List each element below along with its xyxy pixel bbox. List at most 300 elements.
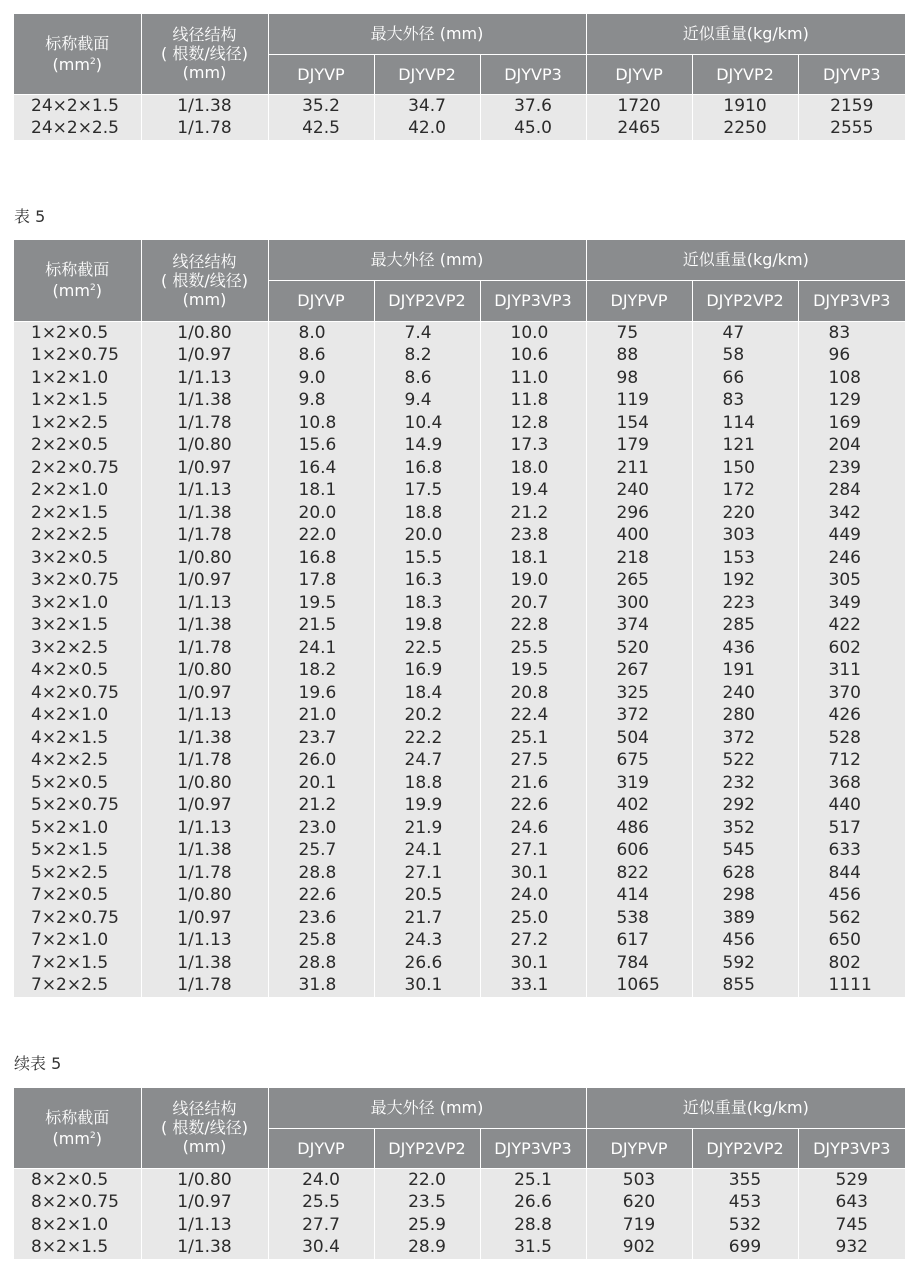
cell-value: 20.1 bbox=[268, 772, 374, 795]
cell-value: 355 bbox=[692, 1168, 798, 1191]
cell-value: 24.6 bbox=[480, 817, 586, 840]
table-row bbox=[14, 1236, 905, 1259]
cell-value: 153 bbox=[692, 547, 798, 570]
cell-value: 220 bbox=[692, 502, 798, 525]
cell-value: 25.9 bbox=[374, 1214, 480, 1237]
cell-value: 21.9 bbox=[374, 817, 480, 840]
spec-table-1 bbox=[14, 14, 905, 140]
cell-section: 2×2×0.75 bbox=[14, 457, 141, 480]
cell-structure: 1/1.13 bbox=[141, 817, 268, 840]
header-nominal-section: 标称截面 $(mm^2)$ bbox=[14, 1088, 141, 1168]
cell-value: 25.5 bbox=[480, 637, 586, 660]
cell-value: 21.6 bbox=[480, 772, 586, 795]
cell-structure: 1/1.13 bbox=[141, 367, 268, 390]
cell-value: 20.5 bbox=[374, 884, 480, 907]
header-max-diameter: 最大外径 (mm) bbox=[268, 1088, 586, 1128]
table-row bbox=[14, 682, 905, 705]
column-header: DJYVP bbox=[268, 54, 374, 94]
cell-value: 628 bbox=[692, 862, 798, 885]
cell-value: 18.1 bbox=[268, 479, 374, 502]
cell-structure: 1/1.78 bbox=[141, 749, 268, 772]
cell-value: 240 bbox=[586, 479, 692, 502]
cell-value: 280 bbox=[692, 704, 798, 727]
cell-value: 2159 bbox=[798, 94, 905, 117]
cell-value: 18.8 bbox=[374, 502, 480, 525]
table-row bbox=[14, 1214, 905, 1237]
table-body bbox=[14, 1168, 905, 1259]
cell-structure: 1/1.78 bbox=[141, 412, 268, 435]
table-row bbox=[14, 524, 905, 547]
cell-value: 23.0 bbox=[268, 817, 374, 840]
table-row bbox=[14, 884, 905, 907]
cell-value: 602 bbox=[798, 637, 905, 660]
cell-section: 7×2×2.5 bbox=[14, 974, 141, 997]
cell-value: 311 bbox=[798, 659, 905, 682]
table-row bbox=[14, 457, 905, 480]
table-row bbox=[14, 637, 905, 660]
cell-value: 9.4 bbox=[374, 389, 480, 412]
cell-value: 21.0 bbox=[268, 704, 374, 727]
cell-section: 7×2×0.75 bbox=[14, 907, 141, 930]
cell-section: 7×2×0.5 bbox=[14, 884, 141, 907]
cell-structure: 1/1.13 bbox=[141, 1214, 268, 1237]
cell-structure: 1/1.13 bbox=[141, 929, 268, 952]
cell-value: 18.8 bbox=[374, 772, 480, 795]
cell-value: 712 bbox=[798, 749, 905, 772]
table-row bbox=[14, 862, 905, 885]
cell-section: 1×2×2.5 bbox=[14, 412, 141, 435]
cell-value: 19.4 bbox=[480, 479, 586, 502]
cell-value: 2250 bbox=[692, 117, 798, 140]
table-row bbox=[14, 1191, 905, 1214]
cell-value: 21.5 bbox=[268, 614, 374, 637]
column-header: DJYP2VP2 bbox=[374, 280, 480, 321]
cell-value: 28.8 bbox=[268, 862, 374, 885]
cell-section: 5×2×0.5 bbox=[14, 772, 141, 795]
cell-value: 246 bbox=[798, 547, 905, 570]
cell-section: 1×2×0.75 bbox=[14, 344, 141, 367]
cell-value: 305 bbox=[798, 569, 905, 592]
cell-structure: 1/0.80 bbox=[141, 772, 268, 795]
cell-value: 22.0 bbox=[268, 524, 374, 547]
cell-section: 5×2×1.0 bbox=[14, 817, 141, 840]
cell-value: 45.0 bbox=[480, 117, 586, 140]
cell-section: 2×2×1.0 bbox=[14, 479, 141, 502]
cell-value: 232 bbox=[692, 772, 798, 795]
cell-value: 453 bbox=[692, 1191, 798, 1214]
cell-structure: 1/0.97 bbox=[141, 682, 268, 705]
cell-value: 545 bbox=[692, 839, 798, 862]
cell-value: 9.0 bbox=[268, 367, 374, 390]
cell-value: 26.6 bbox=[374, 952, 480, 975]
cell-value: 426 bbox=[798, 704, 905, 727]
cell-section: 3×2×0.75 bbox=[14, 569, 141, 592]
cell-value: 449 bbox=[798, 524, 905, 547]
cell-value: 532 bbox=[692, 1214, 798, 1237]
cell-value: 239 bbox=[798, 457, 905, 480]
cell-value: 562 bbox=[798, 907, 905, 930]
table-body bbox=[14, 94, 905, 140]
cell-value: 10.0 bbox=[480, 321, 586, 344]
cell-value: 114 bbox=[692, 412, 798, 435]
cell-value: 17.3 bbox=[480, 434, 586, 457]
cell-value: 24.3 bbox=[374, 929, 480, 952]
cell-structure: 1/1.13 bbox=[141, 479, 268, 502]
header-wire-structure: 线径结构 ( 根数/线径) (mm) bbox=[141, 14, 268, 94]
cell-section: 1×2×1.5 bbox=[14, 389, 141, 412]
cell-value: 25.0 bbox=[480, 907, 586, 930]
cell-section: 8×2×1.5 bbox=[14, 1236, 141, 1259]
cell-value: 14.9 bbox=[374, 434, 480, 457]
cell-value: 19.9 bbox=[374, 794, 480, 817]
column-header: DJYP3VP3 bbox=[798, 280, 905, 321]
cell-value: 650 bbox=[798, 929, 905, 952]
cell-value: 121 bbox=[692, 434, 798, 457]
cell-value: 26.0 bbox=[268, 749, 374, 772]
column-header: DJYPVP bbox=[586, 280, 692, 321]
cell-value: 21.2 bbox=[480, 502, 586, 525]
cell-value: 370 bbox=[798, 682, 905, 705]
cell-value: 504 bbox=[586, 727, 692, 750]
cell-value: 22.2 bbox=[374, 727, 480, 750]
cell-value: 292 bbox=[692, 794, 798, 817]
cell-value: 223 bbox=[692, 592, 798, 615]
cell-value: 1720 bbox=[586, 94, 692, 117]
cell-value: 18.2 bbox=[268, 659, 374, 682]
cell-section: 7×2×1.0 bbox=[14, 929, 141, 952]
cell-value: 400 bbox=[586, 524, 692, 547]
cell-value: 20.2 bbox=[374, 704, 480, 727]
cell-value: 23.6 bbox=[268, 907, 374, 930]
table-row bbox=[14, 839, 905, 862]
table-row bbox=[14, 929, 905, 952]
cell-value: 372 bbox=[586, 704, 692, 727]
cell-structure: 1/0.80 bbox=[141, 659, 268, 682]
cell-section: 3×2×1.5 bbox=[14, 614, 141, 637]
column-header: DJYP3VP3 bbox=[480, 280, 586, 321]
table-row bbox=[14, 389, 905, 412]
cell-value: 675 bbox=[586, 749, 692, 772]
cell-value: 2465 bbox=[586, 117, 692, 140]
table-row bbox=[14, 817, 905, 840]
cell-value: 240 bbox=[692, 682, 798, 705]
header-approx-weight: 近似重量(kg/km) bbox=[586, 240, 905, 280]
cell-value: 374 bbox=[586, 614, 692, 637]
cell-structure: 1/0.80 bbox=[141, 884, 268, 907]
cell-section: 2×2×1.5 bbox=[14, 502, 141, 525]
column-header: DJYVP2 bbox=[374, 54, 480, 94]
table-row bbox=[14, 569, 905, 592]
table-row bbox=[14, 412, 905, 435]
cell-value: 25.8 bbox=[268, 929, 374, 952]
cell-value: 21.2 bbox=[268, 794, 374, 817]
cell-value: 784 bbox=[586, 952, 692, 975]
cell-value: 456 bbox=[692, 929, 798, 952]
cell-value: 28.9 bbox=[374, 1236, 480, 1259]
cell-value: 456 bbox=[798, 884, 905, 907]
cell-value: 436 bbox=[692, 637, 798, 660]
cell-value: 58 bbox=[692, 344, 798, 367]
spec-table-3 bbox=[14, 1088, 905, 1259]
header-max-diameter: 最大外径 (mm) bbox=[268, 240, 586, 280]
cell-structure: 1/1.38 bbox=[141, 502, 268, 525]
cell-value: 1065 bbox=[586, 974, 692, 997]
column-header: DJYVP bbox=[586, 54, 692, 94]
cell-value: 154 bbox=[586, 412, 692, 435]
cell-value: 150 bbox=[692, 457, 798, 480]
cell-section: 4×2×1.5 bbox=[14, 727, 141, 750]
cell-value: 402 bbox=[586, 794, 692, 817]
column-header: DJYVP bbox=[268, 280, 374, 321]
cell-value: 119 bbox=[586, 389, 692, 412]
table-row bbox=[14, 502, 905, 525]
cell-value: 20.7 bbox=[480, 592, 586, 615]
cell-structure: 1/0.80 bbox=[141, 547, 268, 570]
cell-value: 422 bbox=[798, 614, 905, 637]
cell-value: 25.1 bbox=[480, 727, 586, 750]
cell-value: 30.1 bbox=[480, 862, 586, 885]
cell-section: 5×2×2.5 bbox=[14, 862, 141, 885]
cell-value: 27.2 bbox=[480, 929, 586, 952]
cell-section: 3×2×2.5 bbox=[14, 637, 141, 660]
cell-structure: 1/0.97 bbox=[141, 457, 268, 480]
cell-section: 3×2×1.0 bbox=[14, 592, 141, 615]
cell-value: 822 bbox=[586, 862, 692, 885]
cell-value: 169 bbox=[798, 412, 905, 435]
cell-value: 372 bbox=[692, 727, 798, 750]
cell-value: 26.6 bbox=[480, 1191, 586, 1214]
cell-value: 42.0 bbox=[374, 117, 480, 140]
cell-value: 349 bbox=[798, 592, 905, 615]
cell-value: 267 bbox=[586, 659, 692, 682]
cell-value: 30.1 bbox=[374, 974, 480, 997]
cell-value: 18.4 bbox=[374, 682, 480, 705]
cell-value: 8.6 bbox=[374, 367, 480, 390]
cell-value: 12.8 bbox=[480, 412, 586, 435]
cell-section: 2×2×0.5 bbox=[14, 434, 141, 457]
cell-value: 18.1 bbox=[480, 547, 586, 570]
cell-value: 218 bbox=[586, 547, 692, 570]
cell-value: 10.6 bbox=[480, 344, 586, 367]
cell-value: 522 bbox=[692, 749, 798, 772]
cell-value: 389 bbox=[692, 907, 798, 930]
cell-section: 4×2×1.0 bbox=[14, 704, 141, 727]
cell-value: 855 bbox=[692, 974, 798, 997]
table-row bbox=[14, 479, 905, 502]
cell-value: 18.3 bbox=[374, 592, 480, 615]
cell-value: 606 bbox=[586, 839, 692, 862]
cell-value: 325 bbox=[586, 682, 692, 705]
cell-value: 414 bbox=[586, 884, 692, 907]
cell-value: 844 bbox=[798, 862, 905, 885]
cell-value: 8.6 bbox=[268, 344, 374, 367]
cell-structure: 1/0.97 bbox=[141, 907, 268, 930]
header-max-diameter: 最大外径 (mm) bbox=[268, 14, 586, 54]
cell-section: 4×2×2.5 bbox=[14, 749, 141, 772]
cell-value: 192 bbox=[692, 569, 798, 592]
cell-value: 285 bbox=[692, 614, 798, 637]
cell-structure: 1/0.97 bbox=[141, 569, 268, 592]
cell-value: 368 bbox=[798, 772, 905, 795]
cell-structure: 1/1.13 bbox=[141, 592, 268, 615]
spec-table-2 bbox=[14, 240, 905, 997]
cell-value: 42.5 bbox=[268, 117, 374, 140]
cell-value: 25.1 bbox=[480, 1168, 586, 1191]
cell-value: 19.5 bbox=[480, 659, 586, 682]
table-body bbox=[14, 321, 905, 997]
cell-value: 16.9 bbox=[374, 659, 480, 682]
column-header: DJYP3VP3 bbox=[798, 1128, 905, 1168]
cell-section: 4×2×0.5 bbox=[14, 659, 141, 682]
cell-value: 802 bbox=[798, 952, 905, 975]
cell-value: 34.7 bbox=[374, 94, 480, 117]
cell-value: 17.5 bbox=[374, 479, 480, 502]
cell-value: 98 bbox=[586, 367, 692, 390]
cell-value: 932 bbox=[798, 1236, 905, 1259]
cell-structure: 1/0.97 bbox=[141, 794, 268, 817]
cell-value: 296 bbox=[586, 502, 692, 525]
cell-value: 15.5 bbox=[374, 547, 480, 570]
cell-value: 517 bbox=[798, 817, 905, 840]
cell-value: 75 bbox=[586, 321, 692, 344]
cell-section: 5×2×0.75 bbox=[14, 794, 141, 817]
cell-value: 319 bbox=[586, 772, 692, 795]
cell-section: 1×2×1.0 bbox=[14, 367, 141, 390]
header-wire-structure: 线径结构 ( 根数/线径) (mm) bbox=[141, 1088, 268, 1168]
cell-value: 108 bbox=[798, 367, 905, 390]
cell-value: 18.0 bbox=[480, 457, 586, 480]
header-wire-structure: 线径结构 ( 根数/线径) (mm) bbox=[141, 240, 268, 321]
cell-value: 28.8 bbox=[268, 952, 374, 975]
cell-value: 23.5 bbox=[374, 1191, 480, 1214]
cell-value: 27.7 bbox=[268, 1214, 374, 1237]
table-row bbox=[14, 974, 905, 997]
table-row bbox=[14, 117, 905, 140]
cell-value: 1910 bbox=[692, 94, 798, 117]
cell-value: 27.1 bbox=[374, 862, 480, 885]
table-row bbox=[14, 1168, 905, 1191]
cell-value: 22.0 bbox=[374, 1168, 480, 1191]
cell-value: 83 bbox=[692, 389, 798, 412]
cell-structure: 1/1.13 bbox=[141, 704, 268, 727]
cell-value: 342 bbox=[798, 502, 905, 525]
header-nominal-section: 标称截面 $(mm^2)$ bbox=[14, 240, 141, 321]
table-row bbox=[14, 727, 905, 750]
cell-value: 24.0 bbox=[268, 1168, 374, 1191]
cell-value: 303 bbox=[692, 524, 798, 547]
table-row bbox=[14, 94, 905, 117]
table-row bbox=[14, 614, 905, 637]
cell-value: 1111 bbox=[798, 974, 905, 997]
column-header: DJYP2VP2 bbox=[692, 1128, 798, 1168]
table-row bbox=[14, 547, 905, 570]
column-header: DJYP2VP2 bbox=[692, 280, 798, 321]
cell-value: 37.6 bbox=[480, 94, 586, 117]
cell-structure: 1/1.38 bbox=[141, 839, 268, 862]
cell-value: 25.7 bbox=[268, 839, 374, 862]
table-row bbox=[14, 367, 905, 390]
cell-structure: 1/0.97 bbox=[141, 344, 268, 367]
cell-value: 20.0 bbox=[268, 502, 374, 525]
cell-structure: 1/0.80 bbox=[141, 434, 268, 457]
cell-value: 22.6 bbox=[268, 884, 374, 907]
cell-value: 20.8 bbox=[480, 682, 586, 705]
cell-value: 2555 bbox=[798, 117, 905, 140]
table-row bbox=[14, 344, 905, 367]
cell-value: 352 bbox=[692, 817, 798, 840]
cell-value: 11.0 bbox=[480, 367, 586, 390]
cell-structure: 1/0.80 bbox=[141, 1168, 268, 1191]
cell-value: 16.8 bbox=[374, 457, 480, 480]
cell-value: 19.5 bbox=[268, 592, 374, 615]
cell-value: 22.4 bbox=[480, 704, 586, 727]
cell-section: 8×2×1.0 bbox=[14, 1214, 141, 1237]
cell-structure: 1/1.78 bbox=[141, 637, 268, 660]
cell-value: 191 bbox=[692, 659, 798, 682]
cell-value: 21.7 bbox=[374, 907, 480, 930]
cell-value: 96 bbox=[798, 344, 905, 367]
cell-value: 33.1 bbox=[480, 974, 586, 997]
cell-value: 17.8 bbox=[268, 569, 374, 592]
cell-value: 745 bbox=[798, 1214, 905, 1237]
cell-value: 24.1 bbox=[268, 637, 374, 660]
cell-structure: 1/1.38 bbox=[141, 952, 268, 975]
cell-value: 643 bbox=[798, 1191, 905, 1214]
cell-structure: 1/1.38 bbox=[141, 614, 268, 637]
cell-value: 30.1 bbox=[480, 952, 586, 975]
cell-value: 538 bbox=[586, 907, 692, 930]
cell-section: 8×2×0.5 bbox=[14, 1168, 141, 1191]
cell-value: 10.8 bbox=[268, 412, 374, 435]
cell-section: 5×2×1.5 bbox=[14, 839, 141, 862]
cell-value: 284 bbox=[798, 479, 905, 502]
cell-structure: 1/1.38 bbox=[141, 727, 268, 750]
cell-value: 83 bbox=[798, 321, 905, 344]
cell-value: 35.2 bbox=[268, 94, 374, 117]
table-row bbox=[14, 659, 905, 682]
cell-structure: 1/0.97 bbox=[141, 1191, 268, 1214]
column-header: DJYVP bbox=[268, 1128, 374, 1168]
cell-value: 211 bbox=[586, 457, 692, 480]
cell-value: 28.8 bbox=[480, 1214, 586, 1237]
table-row bbox=[14, 321, 905, 344]
cell-value: 8.2 bbox=[374, 344, 480, 367]
cell-value: 16.3 bbox=[374, 569, 480, 592]
header-approx-weight: 近似重量(kg/km) bbox=[586, 1088, 905, 1128]
cell-value: 23.7 bbox=[268, 727, 374, 750]
cell-value: 15.6 bbox=[268, 434, 374, 457]
cell-section: 24×2×2.5 bbox=[14, 117, 141, 140]
cell-section: 7×2×1.5 bbox=[14, 952, 141, 975]
cell-value: 592 bbox=[692, 952, 798, 975]
cell-structure: 1/1.78 bbox=[141, 524, 268, 547]
cell-value: 23.8 bbox=[480, 524, 586, 547]
column-header: DJYVP3 bbox=[798, 54, 905, 94]
cell-value: 528 bbox=[798, 727, 905, 750]
cell-structure: 1/1.38 bbox=[141, 1236, 268, 1259]
cell-structure: 1/1.38 bbox=[141, 389, 268, 412]
column-header: DJYVP3 bbox=[480, 54, 586, 94]
cell-value: 19.0 bbox=[480, 569, 586, 592]
column-header: DJYP3VP3 bbox=[480, 1128, 586, 1168]
cell-value: 20.0 bbox=[374, 524, 480, 547]
cell-value: 7.4 bbox=[374, 321, 480, 344]
table-caption: 表 5 bbox=[14, 207, 46, 226]
cell-value: 27.5 bbox=[480, 749, 586, 772]
cell-value: 633 bbox=[798, 839, 905, 862]
cell-value: 719 bbox=[586, 1214, 692, 1237]
cell-value: 22.5 bbox=[374, 637, 480, 660]
